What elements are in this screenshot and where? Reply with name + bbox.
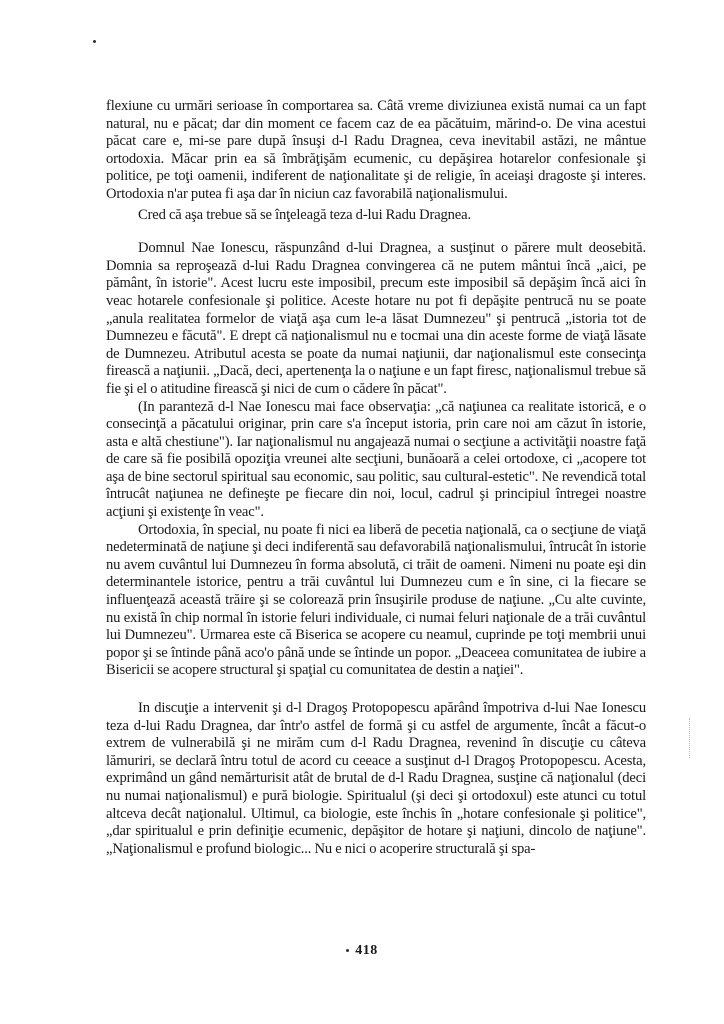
page-number — [0, 943, 724, 959]
scan-speck — [93, 40, 96, 43]
text-column — [106, 98, 646, 858]
paragraph-parenthesis-observation: (In paranteză d-l Nae Ionescu mai face observaţia: „că naţiunea ca realitate istorică, e o consecinţă a păcatului originar, prin care s'a început istoria, prin care noi am căzut în istorie, asta e altă chestiune"). Iar naţionalismul nu angajează numai o secţiune a activităţii noastre faţă de care să fie posibilă opoziţia vreunei alte secţiuni, bunăoară a celei ortodoxe, ci „acopere tot aşa de bine sectorul spiritual sau economic, sau politic, sau cultural-estetic". Ne revendică total întrucât naţiunea ne defineşte pe fiecare din noi, locul, cadrul şi principiul întregei noastre acţiuni şi existenţe în veac". — [106, 398, 646, 521]
page-number-dot — [346, 949, 349, 952]
page-edge-mark — [689, 718, 694, 758]
page-number-text: 418 — [355, 943, 378, 958]
paragraph-protopopescu: In discuţie a intervenit şi d-l Dragoş Protopopescu apărând împotriva d-lui Nae Ionescu teza d-lui Radu Dragnea, dar într'o astfel de formă şi cu astfel de argumente, încât a făcut-o extrem de vulnerabilă şi ne mirăm cum d-l Radu Dragnea, revenind în discuţie cu câteva lămuriri, se declară întru totul de acord cu ceeace a susţinut d-l Dragoş Protopopescu. Acesta, exprimând un gând nemărturisit atât de brutal de d-l Radu Dragnea, susţine că naţionalul (deci nu numai naţionalismul) e pură biologie. Spiritualul (şi deci şi ortodoxul) este atunci cu totul altceva decât naţionalul. Ultimul, ca biologie, este închis în „hotare confesionale şi politice", „dar spiritualul e prin definiţie ecumenic, depăşitor de hotare şi naţiuni, dincolo de naţiune". „Naţionalismul e profund biologic... Nu e nici o acoperire structurală şi spa- — [106, 700, 646, 857]
paragraph-gap — [106, 224, 646, 240]
paragraph-continuation: flexiune cu urmări serioase în comportarea sa. Câtă vreme diviziunea există numai ca un fapt natural, nu e păcat; dar din moment ce facem caz de ea păcătuim, mărind-o. De vina acestui păcat care e, mi-se pare după însuşi d-l Radu Dragnea, ceva inevitabil astăzi, ne mântue ortodoxia. Măcar prin ea să îmbrăţişăm ecumenic, cu depăşirea hotarelor confesionale şi politice, pe toţi oamenii, indiferent de naţionalitate şi de religie, în aceiaşi dragoste şi interes. Ortodoxia n'ar putea fi aşa dar în niciun caz favorabilă naţionalismului. — [106, 98, 646, 202]
paragraph-ortodoxia: Ortodoxia, în special, nu poate fi nici ea liberă de pecetia naţională, ca o secţiune de viaţă nedeterminată de naţiune şi deci indiferentă sau defavorabilă naţionalismului, întrucât în istorie nu avem cuvântul lui Dumnezeu în forma absolută, ci trăit de oameni. Nimeni nu poate eşi din determinantele istorice, pentru a trăi cuvântul lui Dumnezeu cum e în sine, ci la fiecare se influenţează această trăire şi se colorează prin însuşirile produse de naţiune. „Cu alte cuvinte, nu există în chip normal în istorie feluri individuale, ci numai feluri naţionale de a trăi cuvântul lui Dumnezeu". Urmarea este că Biserica se acopere cu neamul, cuprinde pe toţi membrii unui popor şi se întinde până aco'o până unde se întinde un popor. „Deaceea comunitatea de iubire a Bisericii se acopere structural şi spaţial cu comunitatea de destin a naţiei". — [106, 521, 646, 679]
paragraph-thesis-statement: Cred că aşa trebue să se înţeleagă teza d-lui Radu Dragnea. — [138, 206, 471, 223]
paragraph-gap — [106, 680, 646, 700]
paragraph-nae-ionescu-reply: Domnul Nae Ionescu, răspunzând d-lui Dragnea, a susţinut o părere mult deosebită. Domnia sa reproşează d-lui Radu Dragnea convingerea că ne putem mântui încă „aici, pe pământ, în istorie". Acest lucru este imposibil, precum este imposibil să depăşim încă aici în veac hotarele confesionale şi politice. Aceste hotare nu pot fi depăşite pentrucă nu se poate „anula realitatea formelor de viaţă aşa cum le-a lăsat Dumnezeu" şi pentrucă „istoria tot de Dumnezeu e făcută". E drept că naţionalismul nu e tocmai una din aceste forme de viaţă lăsate de Dumnezeu. Atributul acesta se poate da numai naţiunii, dar naţionalismul este consecinţa firească a naţiunii. „Dacă, deci, apertenenţa la o naţiune e un fapt firesc, naţionalismul trebue să fie şi el o atitudine firească şi nici de cum o cădere în păcat". — [106, 240, 646, 397]
